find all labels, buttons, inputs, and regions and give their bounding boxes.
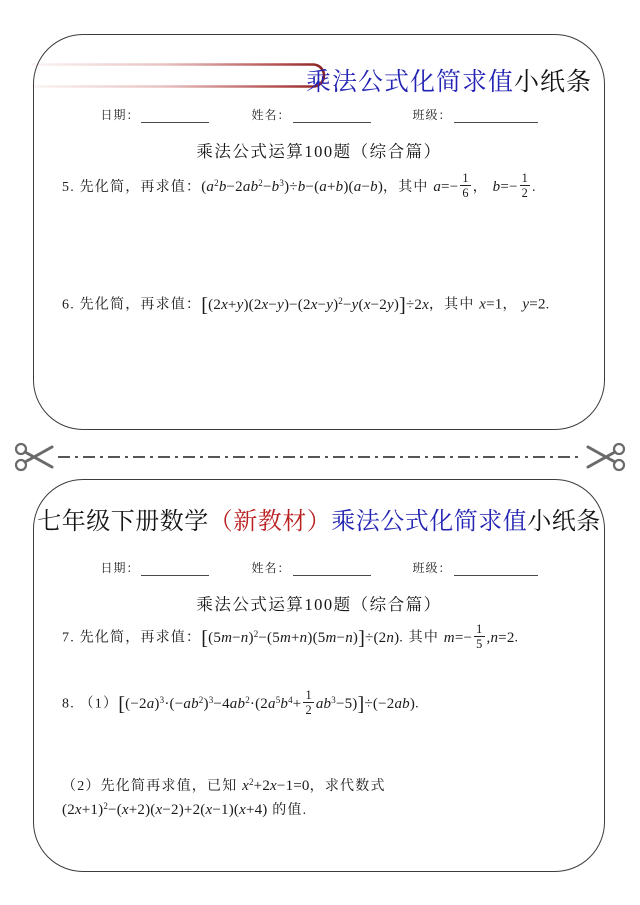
name-label: 姓名：	[251, 561, 291, 575]
worksheet-card-bottom	[33, 479, 605, 872]
date-field	[100, 559, 209, 576]
class-field	[413, 106, 538, 123]
title-grade-text: 七年级下册数学	[37, 509, 209, 535]
worksheet-card-top	[33, 34, 605, 430]
name-label: 姓名：	[251, 108, 291, 122]
title-main-text: 乘法公式化简求值	[305, 69, 514, 96]
name-blank-line	[293, 563, 371, 576]
scissors-icon	[14, 440, 56, 474]
section-heading: 乘法公式运算100题（综合篇）	[196, 142, 442, 161]
red-swoosh-decoration	[32, 59, 332, 93]
title-suffix-text: 小纸条	[527, 509, 601, 535]
class-blank-line	[454, 110, 538, 123]
problem-6: 6. 先化简，再求值：$[(2x+y)(2x-y)-(2x-y)^2-y(x-2y)]\div 2x$，其中 x=1， y=2.	[62, 294, 551, 316]
scissors-icon	[584, 440, 626, 474]
class-label: 班级：	[412, 108, 452, 122]
name-field	[251, 559, 370, 576]
worksheet-title	[34, 501, 604, 536]
date-field	[100, 106, 209, 123]
class-label: 班级：	[412, 561, 452, 575]
class-field	[413, 559, 538, 576]
date-label: 日期：	[100, 561, 140, 575]
worksheet-title	[306, 62, 592, 98]
problem-7: 7. 先化简，再求值：$[(5m-n)^2-(5m+n)(5m-n)]\div(2n)$. 其中 m=− $\frac{1}{5}$ ,n=2.	[62, 621, 520, 651]
section-heading: 乘法公式运算100题（综合篇）	[196, 595, 442, 614]
header-fields-row	[34, 106, 604, 123]
date-blank-line	[141, 563, 209, 576]
title-edition-text: （新教材）	[208, 509, 332, 535]
class-blank-line	[454, 563, 538, 576]
date-label: 日期：	[100, 108, 140, 122]
name-field	[251, 106, 370, 123]
title-main-text: 乘法公式化简求值	[331, 509, 528, 535]
dash-dot-cut-line	[58, 456, 582, 458]
problem-5: 5. 先化简，再求值：$(a^2b-2ab^2-b^3)\div b-(a+b)(a-b)$，其中 a=− $\frac{1}{6}$ ， b=− $\frac{1}{2}$ .	[62, 171, 537, 201]
date-blank-line	[141, 110, 209, 123]
name-blank-line	[293, 110, 371, 123]
cut-line-divider	[14, 438, 626, 476]
header-fields-row	[34, 559, 604, 576]
problem-8-part-1: 8. $(1)[(-2a)^3\cdot(-ab^2)^3-4ab^2\cdot(2a^5b^4+$ $\frac{1}{2}$ $ab^3-5)]\div(-2ab)$.	[62, 687, 420, 717]
title-suffix-text: 小纸条	[513, 69, 592, 96]
problem-8-part-2: （2）先化简再求值，已知 $x^2+2x-1=0$，求代数式 $(2x+1)^2-(x+2)(x-2)+2(x-1)(x+4)$ 的值.	[62, 777, 386, 819]
